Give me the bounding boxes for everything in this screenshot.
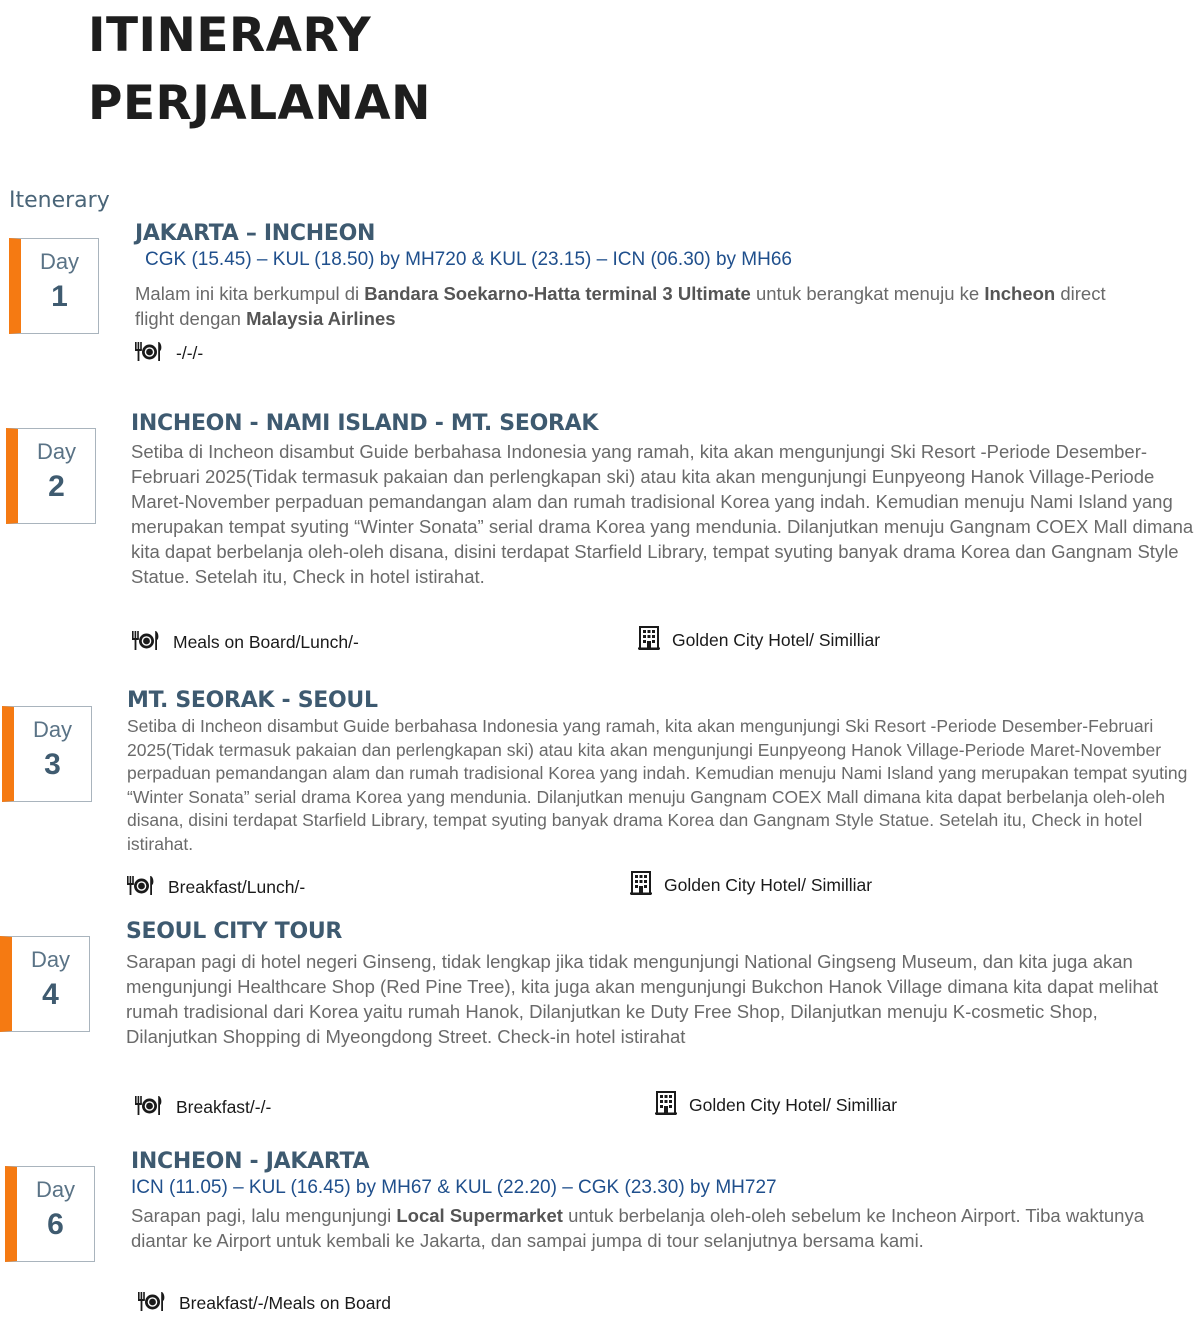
day-number: 6 [47,1208,64,1241]
hotel-icon [638,626,672,655]
day-3-description: Setiba di Incheon disambut Guide berbahasa Indonesia yang ramah, kita akan mengunjungi Ski Resort -Periode Desember-Februari 2025(Tidak termasuk pakaian dan perlengkapan ski) atau kita akan mengunjungi Eunpyeong Hanok Village-Periode Maret-November perpaduan pemandangan alam dan rumah tradisional Korea yang indah. Kemudian menuju Nami Island yang merupakan tempat syuting “Winter Sonata” serial drama Korea yang mendunia. Dilanjutkan menuju Gangnam COEX Mall dimana kita dapat berbelanja oleh-oleh disana, disini terdapat Starfield Library, tempat syuting banyak drama Korea dan Gangnam Style Statue. Setelah itu, Check in hotel istirahat. [127,716,1188,854]
hotel-text: Golden City Hotel/ Similliar [672,630,881,650]
meal-icon [137,1290,179,1317]
day-1-content [135,221,1135,331]
meal-icon [131,629,173,656]
day-6-content [131,1149,1171,1253]
day-2-route: INCHEON - NAMI ISLAND - MT. SEORAK [131,411,599,436]
day-1-description: Malam ini kita berkumpul di Bandara Soekarno-Hatta terminal 3 Ultimate untuk berangkat menuju ke Incheon direct flight dengan Malaysia Airlines [135,283,1106,329]
day-4-meals [134,1094,271,1121]
day-3-hotel [630,871,872,900]
day-1-route: JAKARTA – INCHEON [135,221,376,246]
day-2-description: Setiba di Incheon disambut Guide berbahasa Indonesia yang ramah, kita akan mengunjungi Ski Resort -Periode Desember-Februari 2025(Tidak termasuk pakaian dan perlengkapan ski) atau kita akan mengunjungi Eunpyeong Hanok Village-Periode Maret-November perpaduan pemandangan alam dan rumah tradisional Korea yang indah. Kemudian menuju Nami Island yang merupakan tempat syuting “Winter Sonata” serial drama Korea yang mendunia. Dilanjutkan menuju Gangnam COEX Mall dimana kita dapat berbelanja oleh-oleh disana, disini terdapat Starfield Library, tempat syuting banyak drama Korea dan Gangnam Style Statue. Setelah itu, Check in hotel istirahat. [131,441,1194,587]
day-number: 3 [44,748,61,781]
hotel-icon [655,1091,689,1120]
day-label: Day [32,717,73,742]
day-badge-3 [2,706,92,802]
day-2-content [131,411,1197,589]
day-badge-6 [5,1166,95,1262]
day-6-route: INCHEON - JAKARTA [131,1149,370,1174]
meal-icon [134,1094,176,1121]
meals-text: Breakfast/Lunch/- [168,877,306,897]
day-6-meals [137,1290,391,1317]
meal-icon [126,874,168,901]
day-number: 4 [42,978,59,1011]
day-4-content [126,919,1161,1049]
page-title: ITINERARY PERJALANAN [88,8,431,131]
meals-text: Breakfast/-/Meals on Board [179,1293,392,1313]
meals-text: Meals on Board/Lunch/- [173,632,359,652]
day-label: Day [39,249,80,274]
day-label: Day [35,1177,76,1202]
day-label: Day [30,947,71,972]
day-1-meals [134,340,203,367]
day-2-hotel [638,626,880,655]
section-subtitle: Itenerary [9,188,110,213]
hotel-text: Golden City Hotel/ Similliar [689,1095,898,1115]
day-6-description: Sarapan pagi, lalu mengunjungi Local Supermarket untuk berbelanja oleh-oleh sebelum ke Incheon Airport. Tiba waktunya diantar ke Airport untuk kembali ke Jakarta, dan sampai jumpa di tour selanjutnya bersama kami. [131,1205,1144,1251]
day-4-hotel [655,1091,897,1120]
day-4-description: Sarapan pagi di hotel negeri Ginseng, tidak lengkap jika tidak mengunjungi National Gingseng Museum, dan kita juga akan mengunjungi Healthcare Shop (Red Pine Tree), kita juga akan mengunjungi Bukchon Hanok Village dimana kita dapat melihat rumah tradisional dari Korea yaitu rumah Hanok, Dilanjutkan ke Duty Free Shop, Dilanjutkan menuju K-cosmetic Shop, Dilanjutkan Shopping di Myeongdong Street. Check-in hotel istirahat [126,951,1159,1047]
day-1-flight: CGK (15.45) – KUL (18.50) by MH720 & KUL (23.15) – ICN (06.30) by MH66 [145,249,792,270]
day-number: 1 [51,280,68,313]
day-6-flight: ICN (11.05) – KUL (16.45) by MH67 & KUL (22.20) – CGK (23.30) by MH727 [131,1177,777,1198]
hotel-icon [630,871,664,900]
hotel-text: Golden City Hotel/ Similliar [664,875,873,895]
day-3-meals [126,874,305,901]
day-4-route: SEOUL CITY TOUR [126,919,343,944]
day-badge-1 [9,238,99,334]
day-badge-2 [6,428,96,524]
meals-text: Breakfast/-/- [176,1097,272,1117]
day-3-route: MT. SEORAK - SEOUL [127,688,378,713]
day-badge-4 [0,936,90,1032]
meals-text: -/-/- [176,343,204,363]
day-3-content [127,688,1193,856]
day-number: 2 [48,470,65,503]
meal-icon [134,340,176,367]
day-label: Day [36,439,77,464]
day-2-meals [131,629,359,656]
